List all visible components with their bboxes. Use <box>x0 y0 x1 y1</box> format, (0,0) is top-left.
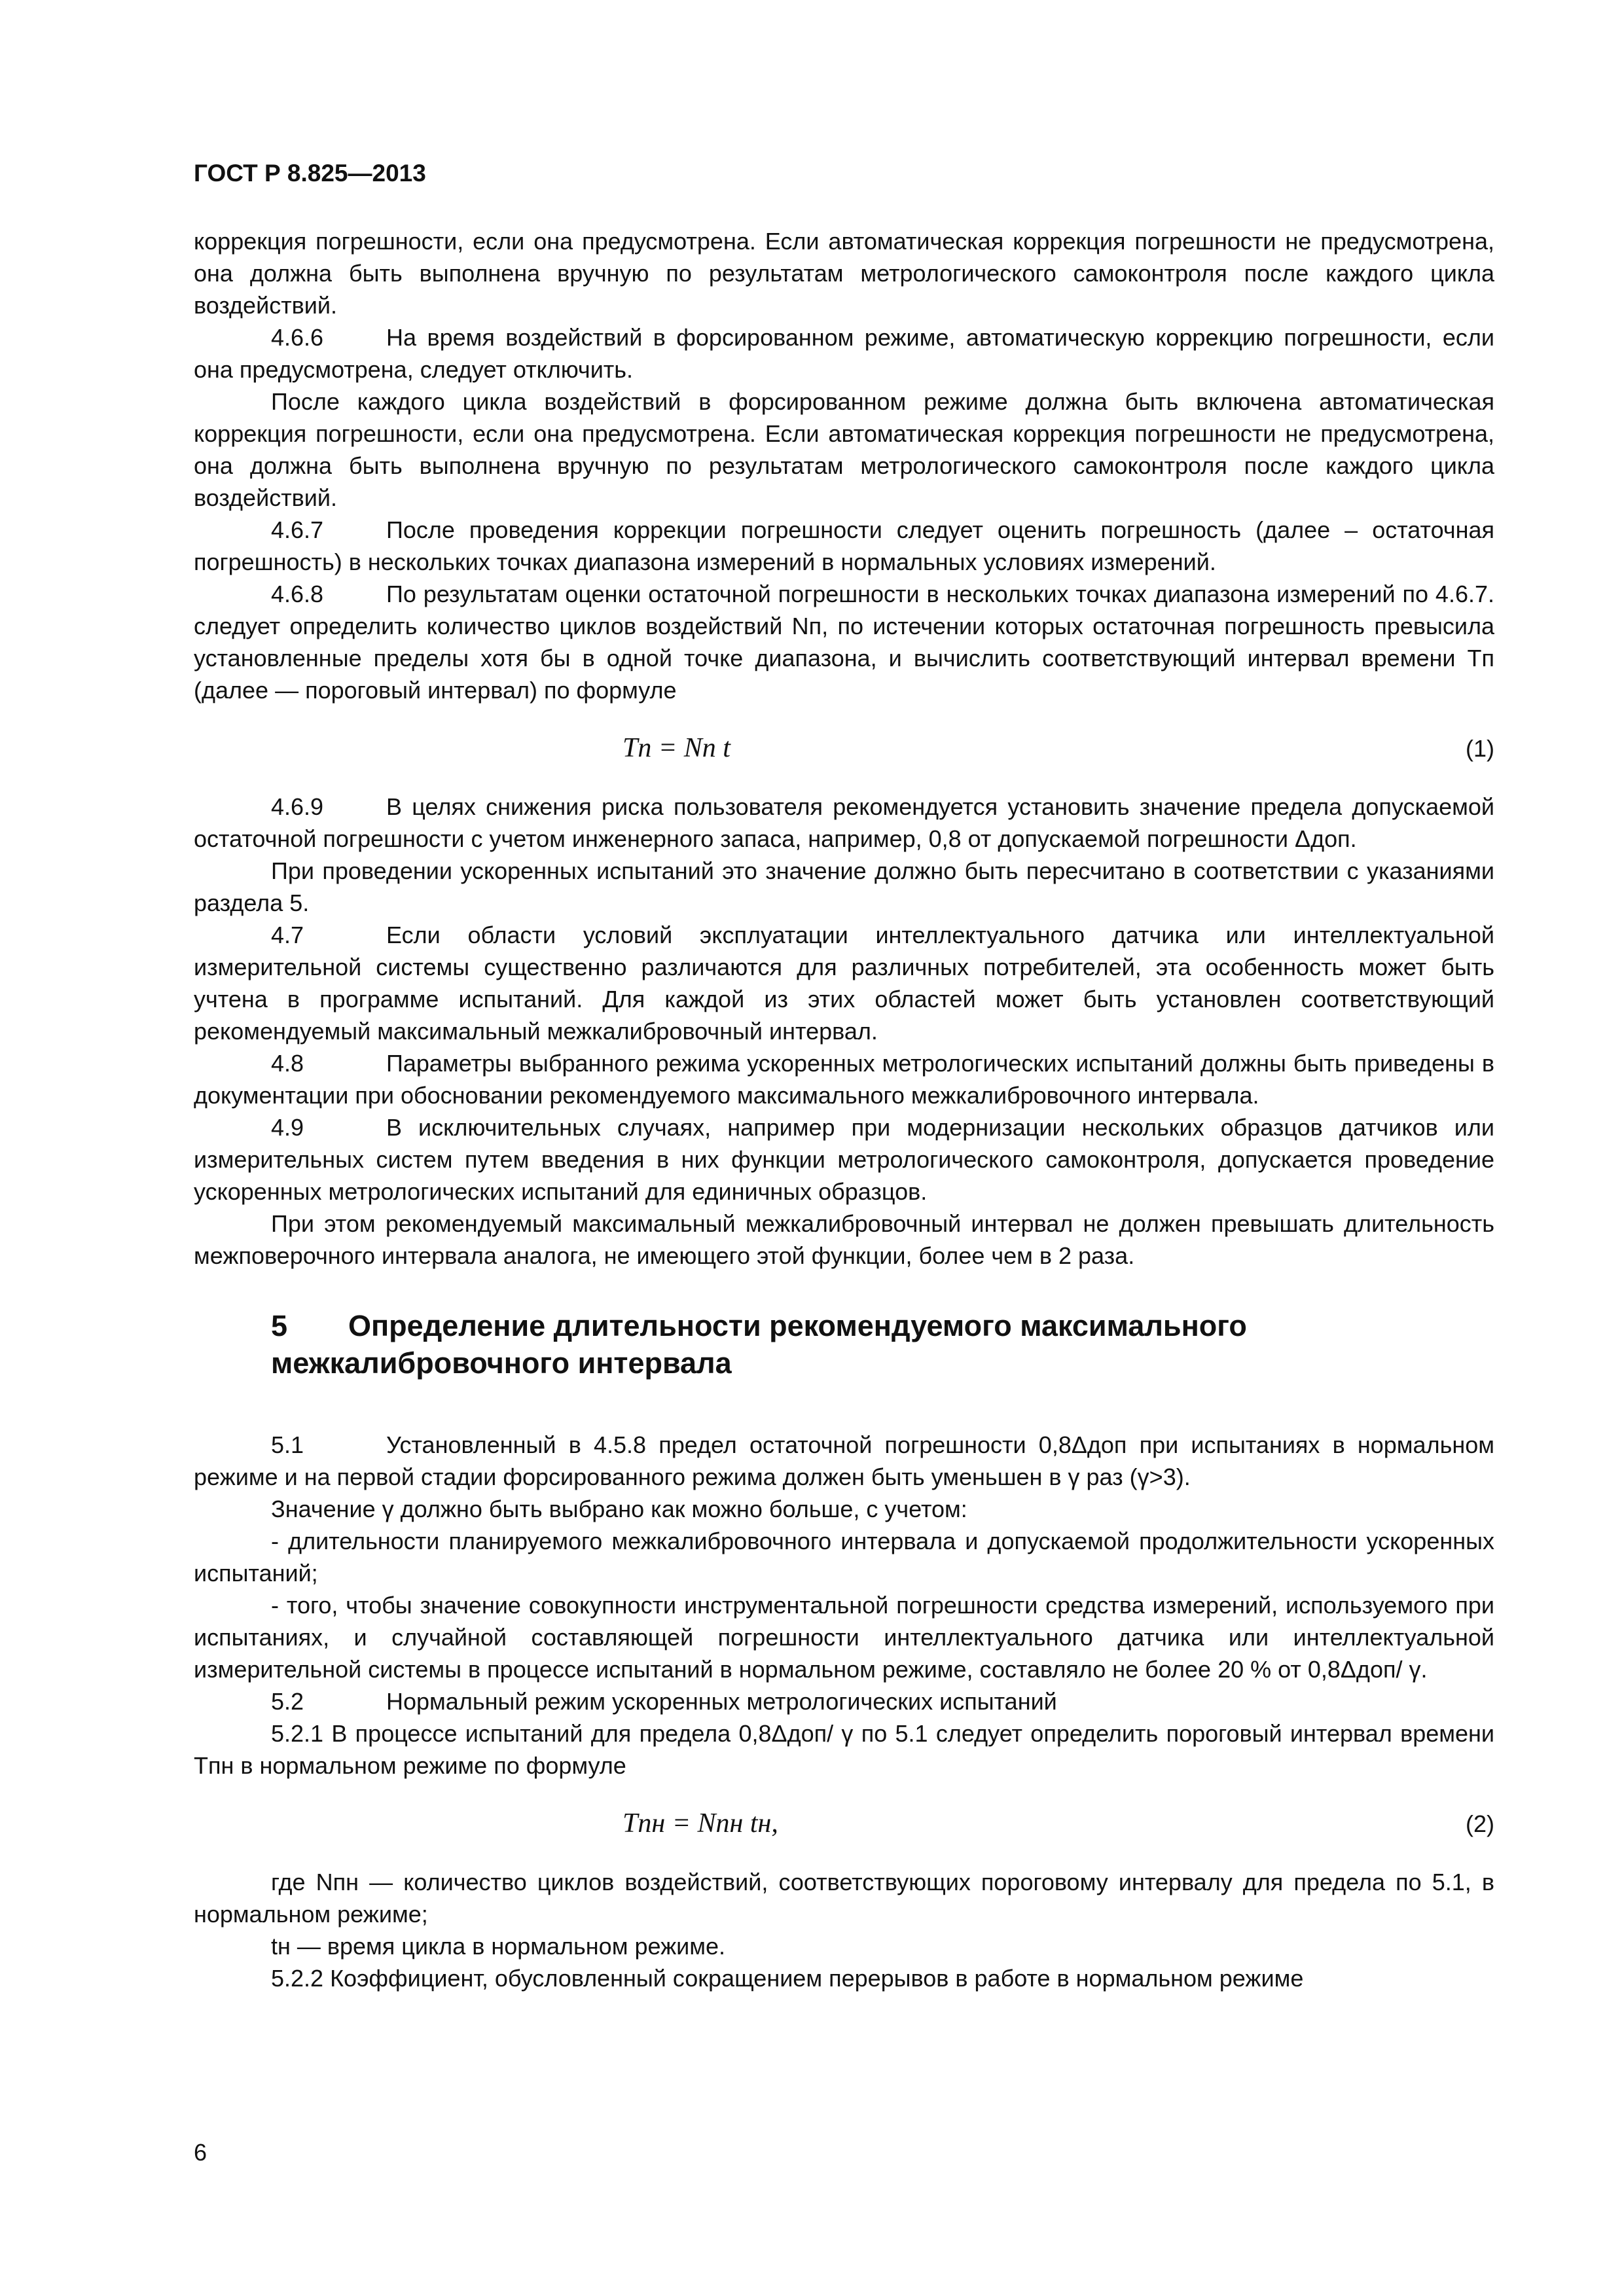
paragraph-after-cycle: После каждого цикла воздействий в форсированном режиме должна быть включена автоматическая коррекция погрешности, если она предусмотрена. Если автоматическая коррекция погрешности не предусмотрена, она должна быть выполнена вручную по результатам метрологического самоконтроля после каждого цикла воздействий. <box>194 388 1494 511</box>
clause-number: 4.9 <box>271 1114 304 1141</box>
paragraph-text: Нормальный режим ускоренных метрологических испытаний <box>386 1688 1057 1715</box>
clause-number: 4.6.8 <box>271 581 324 607</box>
clause-number: 4.6.6 <box>271 324 324 351</box>
formula-1-number: (1) <box>1466 735 1494 762</box>
paragraph-4-6-7 <box>194 514 1494 578</box>
paragraph-text: На время воздействий в форсированном режиме, автоматическую коррекцию погрешности, если она предусмотрена, следует отключить. <box>194 324 1494 383</box>
paragraph-text: Установленный в 4.5.8 предел остаточной погрешности 0,8Δдоп при испытаниях в нормальном режиме и на первой стадии форсированного режима должен быть уменьшен в γ раз (γ>3). <box>194 1431 1494 1490</box>
page-content <box>194 158 1494 1994</box>
formula-2-expression: Tпн = Nпн tн, <box>623 1808 778 1839</box>
paragraph-5-1 <box>194 1429 1494 1493</box>
paragraph-gamma-intro: Значение γ должно быть выбрано как можно больше, с учетом: <box>271 1496 967 1522</box>
section-title-line1: Определение длительности рекомендуемого максимального <box>348 1309 1247 1342</box>
paragraph-5-2-2: 5.2.2 Коэффициент, обусловленный сокращением перерывов в работе в нормальном режиме <box>271 1965 1304 1992</box>
section-number: 5 <box>271 1309 288 1342</box>
paragraph-continuation: коррекция погрешности, если она предусмотрена. Если автоматическая коррекция погрешности не предусмотрена, она должна быть выполнена вручную по результатам метрологического самоконтроля после каждого цикла воздействий. <box>194 228 1494 319</box>
paragraph-text: В целях снижения риска пользователя рекомендуется установить значение предела допускаемой остаточной погрешности с учетом инженерного запаса, например, 0,8 от допускаемой погрешности Δдоп. <box>194 793 1494 852</box>
paragraph-text: По результатам оценки остаточной погрешности в нескольких точках диапазона измерений по 4.6.7. следует определить количество циклов воздействий Nп, по истечении которых остаточная погрешность превысила установленные пределы хотя бы в одной точке диапазона, и вычислить соответствующий интервал времени Tп (далее — пороговый интервал) по формуле <box>194 581 1494 704</box>
paragraph-4-8 <box>194 1047 1494 1111</box>
document-header: ГОСТ Р 8.825—2013 <box>194 160 426 187</box>
formula-1-expression: Tп = Nп t <box>623 733 731 763</box>
clause-number: 4.7 <box>271 922 304 948</box>
paragraph-text: После проведения коррекции погрешности следует оценить погрешность (далее – остаточная погрешность) в нескольких точках диапазона измерений в нормальных условиях измерений. <box>194 516 1494 575</box>
formula-1 <box>194 728 1494 768</box>
paragraph-accelerated-tests: При проведении ускоренных испытаний это значение должно быть пересчитано в соответствии с указаниями раздела 5. <box>194 857 1494 916</box>
clause-number: 4.6.7 <box>271 516 324 543</box>
paragraph-text: В исключительных случаях, например при модернизации нескольких образцов датчиков или измерительных систем путем введения в них функции метрологического самоконтроля, допускается проведение ускоренных метрологических испытаний для единичных образцов. <box>194 1114 1494 1205</box>
paragraph-text: Параметры выбранного режима ускоренных метрологических испытаний должны быть приведены в документации при обосновании рекомендуемого максимального межкалибровочного интервала. <box>194 1050 1494 1109</box>
formula-2 <box>194 1804 1494 1844</box>
paragraph-4-6-6 <box>194 321 1494 386</box>
paragraph-4-7 <box>194 919 1494 1047</box>
paragraph-5-2 <box>194 1685 1494 1717</box>
paragraph-4-6-9 <box>194 791 1494 855</box>
section-5-title <box>271 1307 1494 1382</box>
clause-number: 5.1 <box>271 1431 304 1458</box>
list-item-error-composition: - того, чтобы значение совокупности инструментальной погрешности средства измерений, используемого при испытаниях, и случайной составляющей погрешности интеллектуального датчика или интеллектуальной измерительной системы в процессе испытаний в нормальном режиме, составляло не более 20 % от 0,8Δдоп/ γ. <box>194 1592 1494 1683</box>
clause-number: 5.2 <box>271 1688 304 1715</box>
paragraph-text: Если области условий эксплуатации интеллектуального датчика или интеллектуальной измерительной системы существенно различаются для различных потребителей, эта особенность может быть учтена в программе испытаний. Для каждой из этих областей может быть установлен соответствующий рекомендуемый максимальный межкалибровочный интервал. <box>194 922 1494 1045</box>
page-number: 6 <box>194 2139 208 2166</box>
section-title-line2: межкалибровочного интервала <box>271 1346 732 1380</box>
clause-number: 4.8 <box>271 1050 304 1077</box>
paragraph-where-tn: tн — время цикла в нормальном режиме. <box>271 1933 726 1960</box>
paragraph-where-npn: где Nпн — количество циклов воздействий, соответствующих пороговому интервалу для предела по 5.1, в нормальном режиме; <box>194 1869 1494 1928</box>
clause-number: 4.6.9 <box>271 793 324 820</box>
paragraph-4-6-8 <box>194 578 1494 706</box>
paragraph-4-9 <box>194 1111 1494 1208</box>
formula-2-number: (2) <box>1466 1810 1494 1837</box>
paragraph-5-2-1: 5.2.1 В процессе испытаний для предела 0,8Δдоп/ γ по 5.1 следует определить пороговый интервал времени Tпн в нормальном режиме по формуле <box>194 1720 1494 1779</box>
paragraph-recommended-interval: При этом рекомендуемый максимальный межкалибровочный интервал не должен превышать длительность межповерочного интервала аналога, не имеющего этой функции, более чем в 2 раза. <box>194 1210 1494 1269</box>
list-item-duration: - длительности планируемого межкалибровочного интервала и допускаемой продолжительности ускоренных испытаний; <box>194 1528 1494 1587</box>
